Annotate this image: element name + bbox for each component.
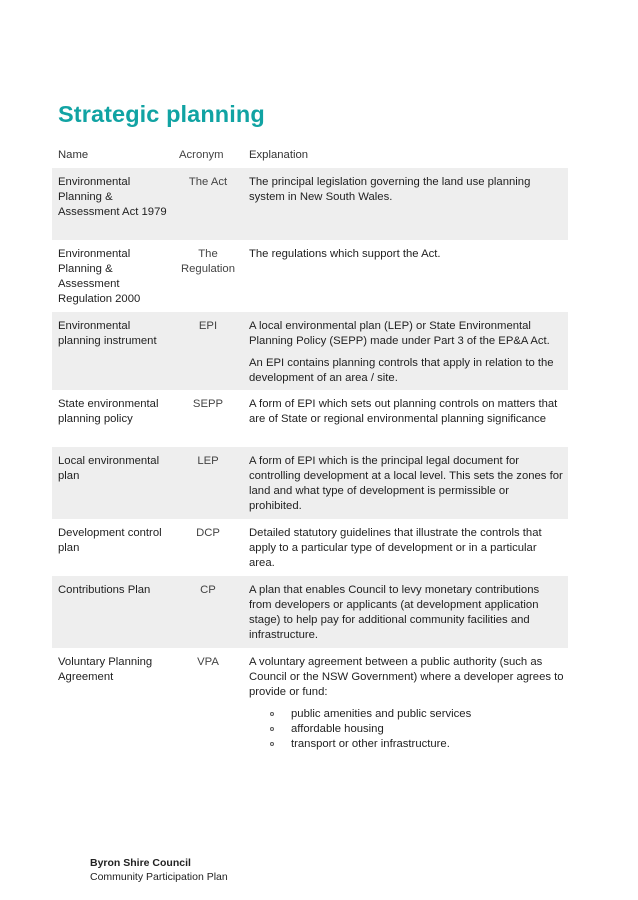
row-name: Environmental Planning & Assessment Act 1979 bbox=[58, 176, 167, 218]
row-explanation bbox=[244, 175, 568, 205]
row-acronym: LEP bbox=[197, 455, 219, 467]
list-item-text: transport or other infrastructure. bbox=[291, 738, 450, 750]
table-row bbox=[52, 648, 568, 758]
explanation-text: A local environmental plan (LEP) or State Environmental Planning Policy (SEPP) made under Part 3 of the EP&A Act. bbox=[249, 320, 550, 347]
explanation-text: A voluntary agreement between a public authority (such as Council or the NSW Government) where a developer agrees to provide or fund: bbox=[249, 656, 564, 698]
hollow-circle-bullet-icon bbox=[270, 742, 274, 746]
footer-organisation: Byron Shire Council bbox=[90, 857, 191, 869]
table-row bbox=[52, 447, 568, 519]
row-explanation bbox=[244, 454, 568, 514]
list-item bbox=[269, 722, 564, 737]
table-row bbox=[52, 240, 568, 312]
table-row bbox=[52, 168, 568, 240]
footer-document-title: Community Participation Plan bbox=[90, 871, 228, 883]
table-header-row bbox=[52, 142, 568, 168]
row-acronym: VPA bbox=[197, 656, 219, 668]
row-acronym: SEPP bbox=[192, 398, 224, 410]
explanation-text: A form of EPI which sets out planning controls on matters that are of State or regional environmental planning significance bbox=[249, 398, 558, 425]
hollow-circle-bullet-icon bbox=[270, 712, 274, 716]
page-title: Strategic planning bbox=[58, 101, 265, 127]
table-row bbox=[52, 519, 568, 576]
row-name: Environmental Planning & Assessment Regulation 2000 bbox=[58, 248, 141, 305]
list-item bbox=[269, 707, 564, 722]
row-name: Voluntary Planning Agreement bbox=[58, 656, 153, 683]
definitions-table bbox=[52, 142, 568, 758]
header-explanation: Explanation bbox=[249, 149, 309, 161]
row-explanation bbox=[244, 655, 568, 752]
explanation-text: The principal legislation governing the land use planning system in New South Wales. bbox=[249, 176, 531, 203]
explanation-text: An EPI contains planning controls that apply in relation to the development of an area / site. bbox=[249, 357, 554, 384]
page-footer bbox=[90, 856, 228, 884]
header-acronym: Acronym bbox=[179, 149, 224, 161]
row-explanation bbox=[244, 319, 568, 386]
explanation-text: The regulations which support the Act. bbox=[249, 248, 441, 260]
table-row bbox=[52, 312, 568, 390]
row-acronym: CP bbox=[200, 584, 216, 596]
row-explanation bbox=[244, 526, 568, 571]
row-explanation bbox=[244, 397, 568, 427]
table-row bbox=[52, 576, 568, 648]
explanation-text: A plan that enables Council to levy monetary contributions from developers or applicants (at development application stage) to help pay for additional community facilities and infrastructure. bbox=[249, 584, 540, 641]
list-item-text: public amenities and public services bbox=[291, 708, 472, 720]
row-name: Contributions Plan bbox=[58, 584, 151, 596]
table-row bbox=[52, 390, 568, 447]
row-acronym: DCP bbox=[196, 527, 220, 539]
row-explanation bbox=[244, 583, 568, 643]
row-name: State environmental planning policy bbox=[58, 398, 159, 425]
row-acronym: EPI bbox=[198, 320, 218, 332]
explanation-text: Detailed statutory guidelines that illustrate the controls that apply to a particular type of development or in a particular area. bbox=[249, 527, 542, 569]
list-item bbox=[269, 737, 564, 752]
row-name: Local environmental plan bbox=[58, 455, 160, 482]
list-item-text: affordable housing bbox=[291, 723, 384, 735]
row-name: Development control plan bbox=[58, 527, 162, 554]
row-name: Environmental planning instrument bbox=[58, 320, 157, 347]
row-acronym: The Regulation bbox=[180, 248, 235, 275]
bullet-list bbox=[249, 707, 564, 752]
explanation-text: A form of EPI which is the principal legal document for controlling development at a local level. This sets the zones for land and what type of development is permissible or prohibited. bbox=[249, 455, 563, 512]
row-explanation bbox=[244, 247, 568, 262]
header-name: Name bbox=[58, 149, 89, 161]
hollow-circle-bullet-icon bbox=[270, 727, 274, 731]
row-acronym: The Act bbox=[188, 176, 228, 188]
